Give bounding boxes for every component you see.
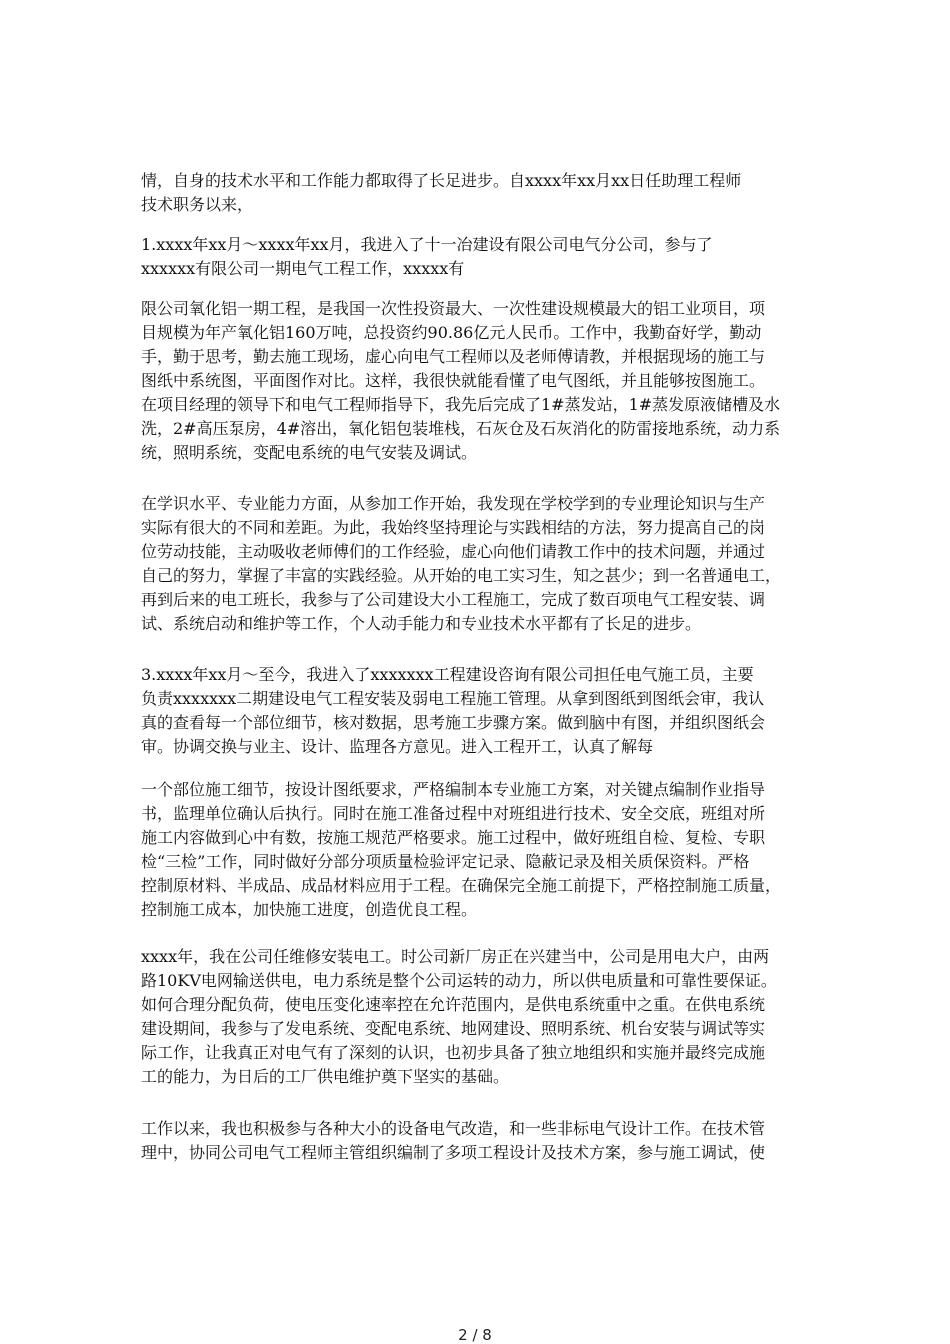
paragraph: [141, 492, 821, 636]
text-line: 路10KV电网输送供电，电力系统是整个公司运转的动力，所以供电质量和可靠性要保证。: [141, 971, 777, 990]
text-line: 技术职务以来，: [141, 195, 254, 214]
text-line: 控制施工成本，加快施工进度，创造优良工程。: [141, 900, 478, 919]
text-line: 自己的努力，掌握了丰富的实践经验。从开始的电工实习生，知之甚少；到一名普通电工，: [141, 566, 782, 585]
text-line: 图纸中系统图，平面图作对比。这样，我很快就能看懂了电气图纸，并且能够按图施工。: [141, 371, 766, 390]
text-line: 如何合理分配负荷，使电压变化速率控在允许范围内，是供电系统重中之重。在供电系统: [141, 995, 766, 1014]
text-line: 负责xxxxxxx二期建设电气工程安装及弱电工程施工管理。从拿到图纸到图纸会审，我认: [141, 689, 765, 708]
text-line: 情，自身的技术水平和工作能力都取得了长足进步。自xxxx年xx月xx日任助理工程师: [141, 171, 742, 190]
text-line: 书，监理单位确认后执行。同时在施工准备过程中对班组进行技术、安全交底，班组对所: [141, 804, 766, 823]
text-line: 手，勤于思考，勤去施工现场，虚心向电气工程师以及老师傅请教，并根据现场的施工与: [141, 347, 766, 366]
text-line: 目规模为年产氧化铝160万吨，总投资约90.86亿元人民币。工作中，我勤奋好学，勤动: [141, 323, 762, 342]
paragraph: [141, 945, 821, 1089]
text-line: 工的能力，为日后的工厂供电维护奠下坚实的基础。: [141, 1067, 510, 1086]
paragraph: [141, 778, 821, 922]
text-line: 洗，2#高压泵房，4#溶出，氧化铝包装堆栈，石灰仓及石灰消化的防雷接地系统，动力系: [141, 419, 781, 438]
text-line: 审。协调交换与业主、设计、监理各方意见。进入工程开工，认真了解每: [141, 737, 654, 756]
paragraph: [141, 297, 821, 465]
text-line: 际工作，让我真正对电气有了深刻的认识，也初步具备了独立地组织和实施并最终完成施: [141, 1043, 766, 1062]
text-line: 3.xxxx年xx月～至今，我进入了xxxxxxx工程建设咨询有限公司担任电气施工员，主要: [141, 665, 754, 684]
text-line: 一个部位施工细节，按设计图纸要求，严格编制本专业施工方案，对关键点编制作业指导: [141, 780, 766, 799]
text-line: 实际有很大的不同和差距。为此，我始终坚持理论与实践相结的方法，努力提高自己的岗: [141, 518, 766, 537]
text-line: 1.xxxx年xx月～xxxx年xx月，我进入了十一冶建设有限公司电气分公司，参与了: [141, 235, 713, 254]
text-line: 建设期间，我参与了发电系统、变配电系统、地网建设、照明系统、机台安装与调试等实: [141, 1019, 766, 1038]
text-line: 工作以来，我也积极参与各种大小的设备电气改造，和一些非标电气设计工作。在技术管: [141, 1119, 766, 1138]
text-line: xxxx年，我在公司任维修安装电工。时公司新厂房正在兴建当中，公司是用电大户，由两: [141, 947, 770, 966]
text-line: 施工内容做到心中有数，按施工规范严格要求。施工过程中，做好班组自检、复检、专职: [141, 828, 766, 847]
text-line: xxxxxx有限公司一期电气工程工作，xxxxx有: [141, 259, 465, 278]
text-line: 统，照明系统，变配电系统的电气安装及调试。: [141, 443, 478, 462]
page-indicator: 2 / 8: [458, 1326, 492, 1344]
text-line: 理中，协同公司电气工程师主管组织编制了多项工程设计及技术方案，参与施工调试，使: [141, 1143, 766, 1162]
paragraph: [141, 663, 821, 759]
paragraph: [141, 169, 821, 217]
text-line: 限公司氧化铝一期工程，是我国一次性投资最大、一次性建设规模最大的铝工业项目，项: [141, 299, 766, 318]
text-line: 再到后来的电工班长，我参与了公司建设大小工程施工，完成了数百项电气工程安装、调: [141, 590, 766, 609]
paragraph: [141, 1117, 821, 1165]
text-line: 真的查看每一个部位细节，核对数据，思考施工步骤方案。做到脑中有图，并组织图纸会: [141, 713, 766, 732]
text-line: 位劳动技能，主动吸收老师傅们的工作经验，虚心向他们请教工作中的技术问题，并通过: [141, 542, 766, 561]
text-line: 在学识水平、专业能力方面，从参加工作开始，我发现在学校学到的专业理论知识与生产: [141, 494, 766, 513]
text-line: 控制原材料、半成品、成品材料应用于工程。在确保完全施工前提下，严格控制施工质量，: [141, 876, 782, 895]
paragraph: [141, 233, 821, 281]
text-line: 试、系统启动和维护等工作，个人动手能力和专业技术水平都有了长足的进步。: [141, 614, 702, 633]
text-line: 检“三检”工作，同时做好分部分项质量检验评定记录、隐蔽记录及相关质保资料。严格: [141, 852, 750, 871]
text-line: 在项目经理的领导下和电气工程师指导下，我先后完成了1#蒸发站，1#蒸发原液储槽及水: [141, 395, 781, 414]
